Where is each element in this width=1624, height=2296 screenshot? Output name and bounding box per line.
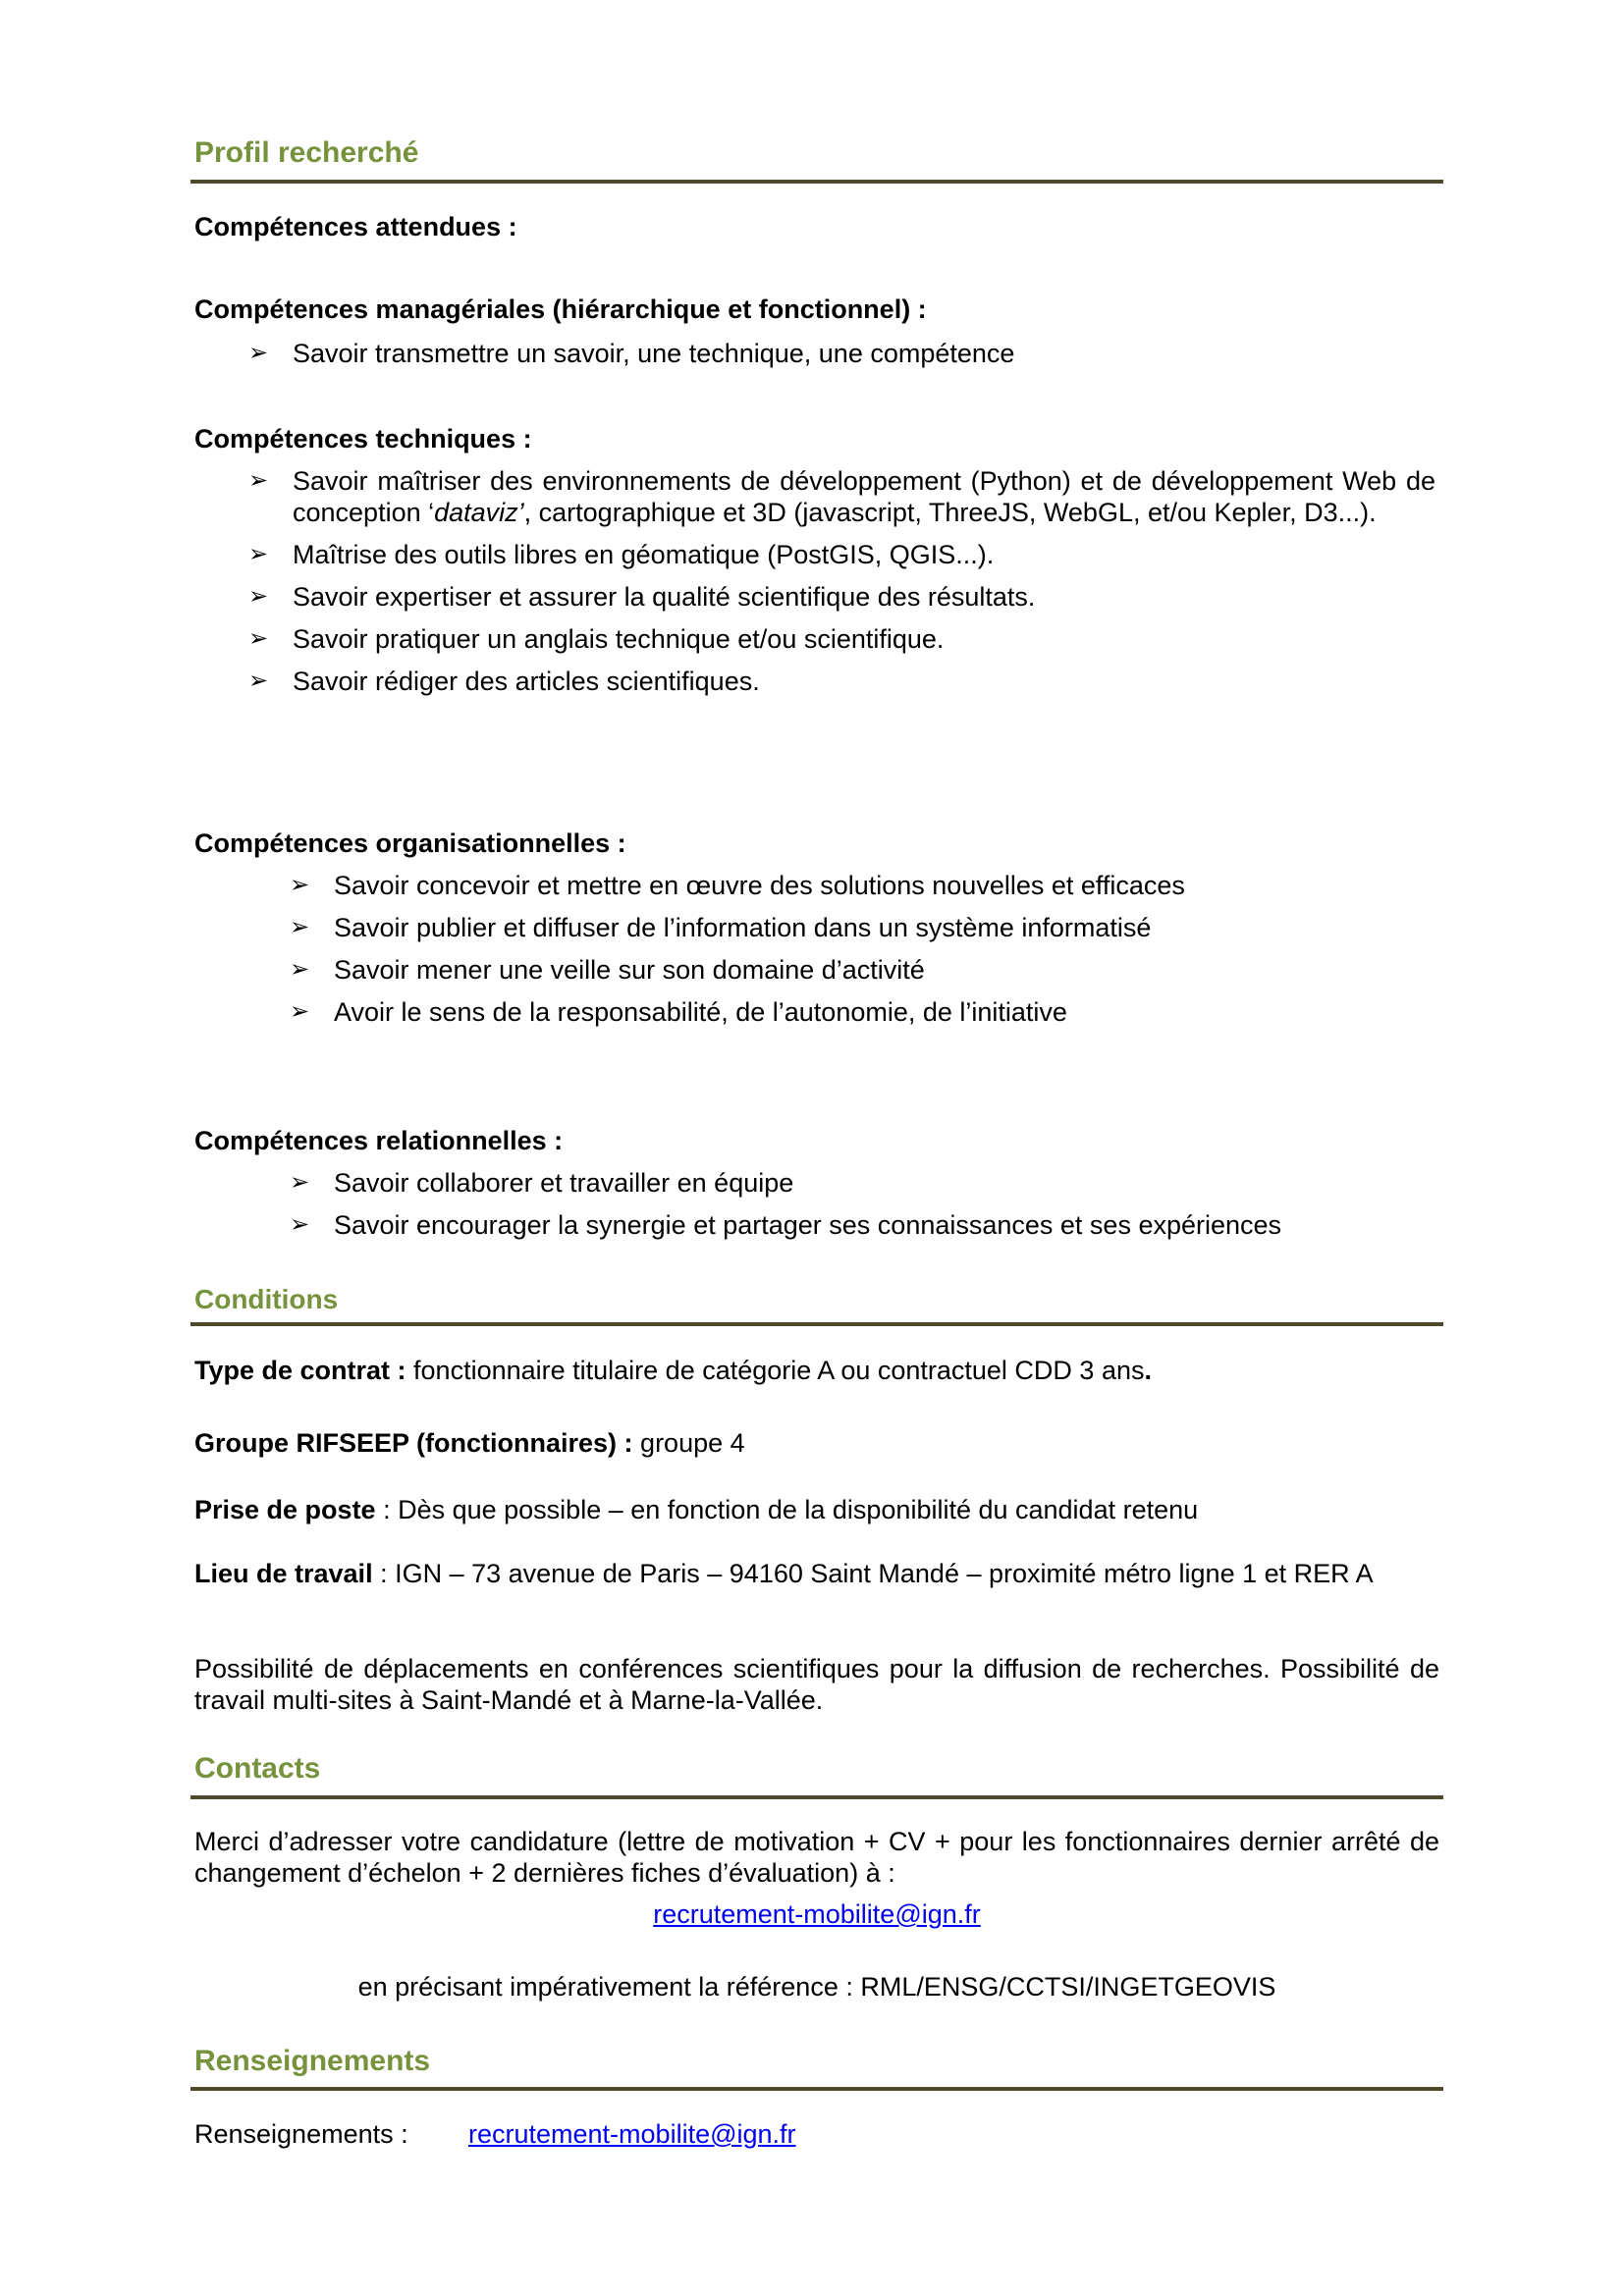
- list-item: ➢ Savoir maîtriser des environnements de développement (Python) et de développement Web de conception ‘dataviz’, cartographique et 3D (javascript, ThreeJS, WebGL, et/ou Kepler, D3...).: [248, 466, 1435, 527]
- deplacements-paragraph: Possibilité de déplacements en conférences scientifiques pour la diffusion de recherches. Possibilité de travail multi-sites à Saint-Mandé et à Marne-la-Vallée.: [194, 1654, 1439, 1715]
- rifseep-line: Groupe RIFSEEP (fonctionnaires) : groupe 4: [194, 1428, 745, 1458]
- arrowhead-bullet-icon: ➢: [290, 914, 310, 940]
- techniques-list: [248, 465, 1435, 708]
- renseignements-email-link[interactable]: recrutement-mobilite@ign.fr: [468, 2119, 796, 2149]
- contact-email-line: [194, 1898, 1439, 1930]
- manageriales-list: [248, 338, 1435, 380]
- section-rule: [190, 1795, 1443, 1799]
- renseignements-label: Renseignements :: [194, 2119, 408, 2149]
- arrowhead-bullet-icon: ➢: [248, 541, 269, 567]
- arrowhead-bullet-icon: ➢: [248, 583, 269, 610]
- relationnelles-list: [290, 1167, 1434, 1252]
- list-item: ➢ Avoir le sens de la responsabilité, de l’autonomie, de l’initiative: [290, 997, 1067, 1027]
- arrowhead-bullet-icon: ➢: [290, 872, 310, 898]
- renseignements-email-line: [468, 2118, 796, 2150]
- arrowhead-bullet-icon: ➢: [248, 340, 269, 366]
- list-item: ➢ Savoir expertiser et assurer la qualité scientifique des résultats.: [248, 582, 1036, 612]
- section-rule: [190, 1322, 1443, 1326]
- section-title-contacts: Contacts: [194, 1752, 321, 1785]
- list-item: ➢ Savoir publier et diffuser de l’information dans un système informatisé: [290, 913, 1152, 942]
- section-rule: [190, 180, 1443, 184]
- section-title-conditions: Conditions: [194, 1284, 339, 1314]
- reference-line: en précisant impérativement la référence : RML/ENSG/CCTSI/INGETGEOVIS: [357, 1972, 1276, 2002]
- list-item: ➢ Savoir collaborer et travailler en équipe: [290, 1168, 794, 1198]
- arrowhead-bullet-icon: ➢: [290, 956, 310, 983]
- organisationnelles-list: [290, 870, 1434, 1039]
- manageriales-heading: Compétences managériales (hiérarchique et fonctionnel) :: [194, 294, 927, 324]
- relationnelles-heading: Compétences relationnelles :: [194, 1126, 564, 1155]
- list-item: ➢ Savoir pratiquer un anglais technique et/ou scientifique.: [248, 624, 945, 654]
- arrowhead-bullet-icon: ➢: [248, 625, 269, 652]
- arrowhead-bullet-icon: ➢: [248, 667, 269, 694]
- organisationnelles-heading: Compétences organisationnelles :: [194, 828, 626, 858]
- list-item: ➢ Savoir encourager la synergie et partager ses connaissances et ses expériences: [290, 1210, 1282, 1240]
- arrowhead-bullet-icon: ➢: [290, 1211, 310, 1238]
- section-title-renseignements: Renseignements: [194, 2045, 431, 2077]
- arrowhead-bullet-icon: ➢: [248, 467, 269, 494]
- list-item: ➢ Savoir concevoir et mettre en œuvre des solutions nouvelles et efficaces: [290, 871, 1185, 900]
- section-title-profil: Profil recherché: [194, 136, 419, 169]
- arrowhead-bullet-icon: ➢: [290, 1169, 310, 1196]
- list-item: ➢ Savoir rédiger des articles scientifiques.: [248, 667, 760, 696]
- list-item: ➢ Savoir mener une veille sur son domaine d’activité: [290, 955, 925, 985]
- techniques-heading: Compétences techniques :: [194, 424, 532, 454]
- competences-attendues-heading: Compétences attendues :: [194, 212, 517, 241]
- list-item: ➢ Maîtrise des outils libres en géomatique (PostGIS, QGIS...).: [248, 540, 995, 569]
- prise-de-poste-line: Prise de poste : Dès que possible – en fonction de la disponibilité du candidat retenu: [194, 1495, 1199, 1524]
- list-item: ➢ Savoir transmettre un savoir, une technique, une compétence: [248, 339, 1015, 368]
- lieu-de-travail-line: Lieu de travail : IGN – 73 avenue de Paris – 94160 Saint Mandé – proximité métro ligne 1 et RER A: [194, 1559, 1374, 1588]
- candidature-paragraph: Merci d’adresser votre candidature (lettre de motivation + CV + pour les fonctionnaires dernier arrêté de changement d’échelon + 2 dernières fiches d’évaluation) à :: [194, 1827, 1439, 1888]
- arrowhead-bullet-icon: ➢: [290, 998, 310, 1025]
- type-contrat-line: Type de contrat : fonctionnaire titulaire de catégorie A ou contractuel CDD 3 ans.: [194, 1356, 1152, 1385]
- section-rule: [190, 2087, 1443, 2091]
- contact-email-link[interactable]: recrutement-mobilite@ign.fr: [653, 1899, 981, 1929]
